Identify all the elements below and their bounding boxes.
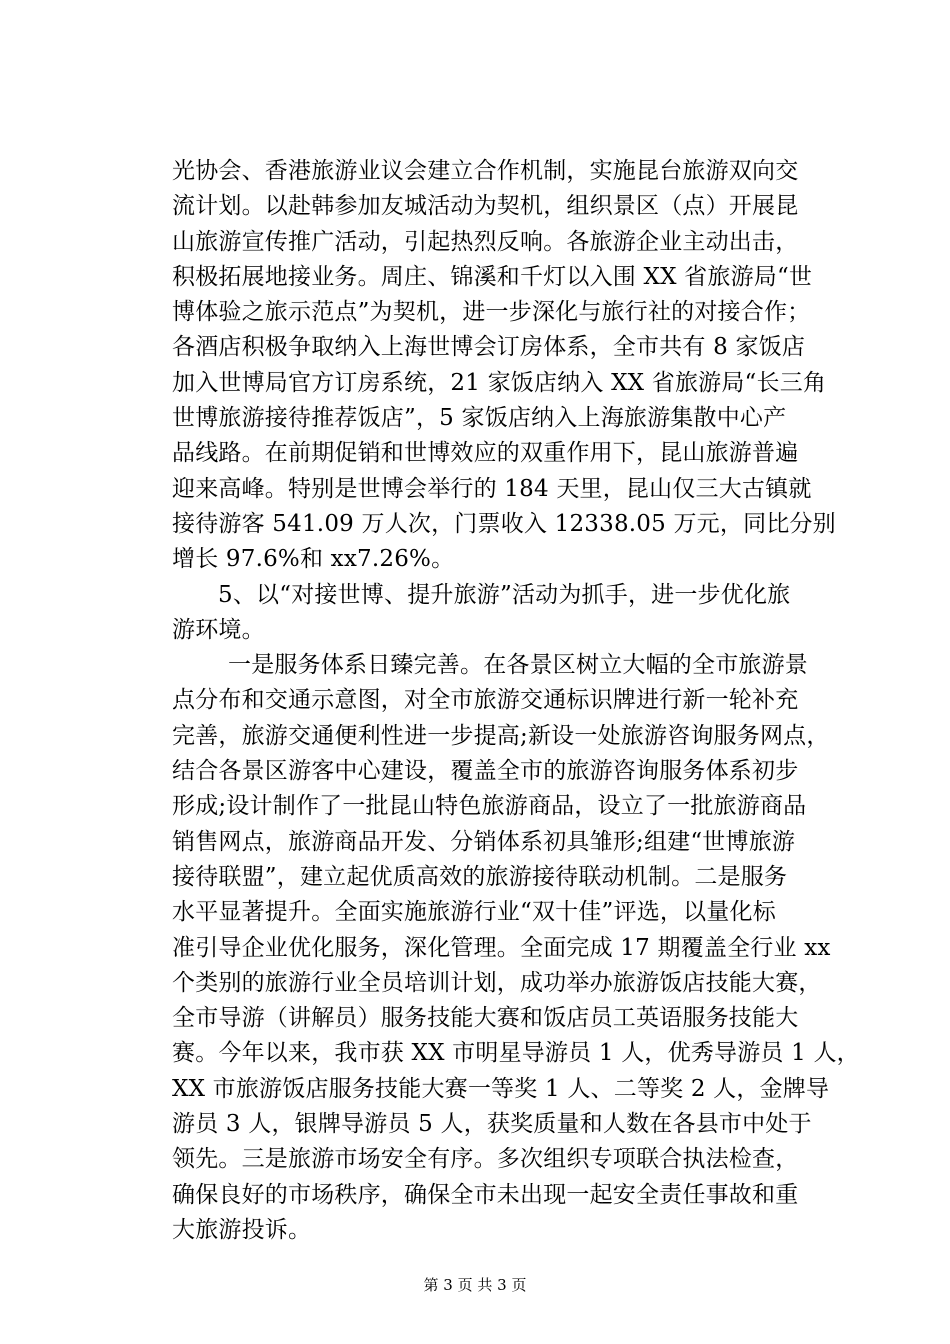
text-line: 迎来高峰。特别是世博会举行的 184 天里，昆山仅三大古镇就 [172,475,812,502]
text-line: 全市导游（讲解员）服务技能大赛和饭店员工英语服务技能大 [172,1005,799,1032]
text-line: XX 市旅游饭店服务技能大赛一等奖 1 人、二等奖 2 人，金牌导 [172,1075,830,1102]
text-line: 游环境。 [172,616,265,643]
text-line: 准引导企业优化服务，深化管理。全面完成 17 期覆盖全行业 xx [172,934,831,961]
page-footer [0,1275,950,1295]
text-line: 赛。今年以来，我市获 XX 市明星导游员 1 人，优秀导游员 1 人， [172,1040,860,1067]
text-line: 点分布和交通示意图，对全市旅游交通标识牌进行新一轮补充 [172,687,799,714]
text-line: 光协会、香港旅游业议会建立合作机制，实施昆台旅游双向交 [172,158,799,184]
text-line: 游员 3 人，银牌导游员 5 人，获奖质量和人数在各县市中处于 [172,1111,812,1138]
text-line: 领先。三是旅游市场安全有序。多次组织专项联合执法检查， [172,1146,799,1173]
section-heading-line: 5、以“对接世博、提升旅游”活动为抓手，进一步优化旅 [218,581,791,608]
text-line: 增长 97.6%和 xx7.26%。 [172,546,455,573]
text-line: 山旅游宣传推广活动，引起热烈反响。各旅游企业主动出击， [172,228,799,255]
text-line: 确保良好的市场秩序，确保全市未出现一起安全责任事故和重 [172,1181,799,1208]
text-line: 接待联盟”，建立起优质高效的旅游接待联动机制。二是服务 [172,863,788,890]
page-number: 第 3 页 共 3 页 [423,1276,527,1294]
text-line: 世博旅游接待推荐饭店”，5 家饭店纳入上海旅游集散中心产 [172,405,787,432]
text-line: 博体验之旅示范点”为契机，进一步深化与旅行社的对接合作； [172,299,811,326]
text-line: 销售网点，旅游商品开发、分销体系初具雏形;组建“世博旅游 [172,828,796,855]
text-line: 个类别的旅游行业全员培训计划，成功举办旅游饭店技能大赛， [172,969,822,996]
text-line: 形成;设计制作了一批昆山特色旅游商品，设立了一批旅游商品 [172,793,807,820]
text-line: 大旅游投诉。 [172,1216,312,1243]
text-line: 接待游客 541.09 万人次，门票收入 12338.05 万元，同比分别 [172,510,836,537]
text-line: 结合各景区游客中心建设，覆盖全市的旅游咨询服务体系初步 [172,758,799,785]
text-line: 完善，旅游交通便利性进一步提高;新设一处旅游咨询服务网点， [172,722,830,749]
body-text [172,154,860,1248]
text-line: 水平显著提升。全面实施旅游行业“双十佳”评选，以量化标 [172,899,776,926]
text-line: 积极拓展地接业务。周庄、锦溪和千灯以入围 XX 省旅游局“世 [172,263,813,290]
text-line: 加入世博局官方订房系统，21 家饭店纳入 XX 省旅游局“长三角 [172,369,827,396]
text-line: 流计划。以赴韩参加友城活动为契机，组织景区（点）开展昆 [172,193,799,220]
paragraph-first-line: 一是服务体系日臻完善。在各景区树立大幅的全市旅游景 [228,652,808,679]
text-line: 各酒店积极争取纳入上海世博会订房体系，全市共有 8 家饭店 [172,334,806,361]
text-line: 品线路。在前期促销和世博效应的双重作用下，昆山旅游普遍 [172,440,799,467]
